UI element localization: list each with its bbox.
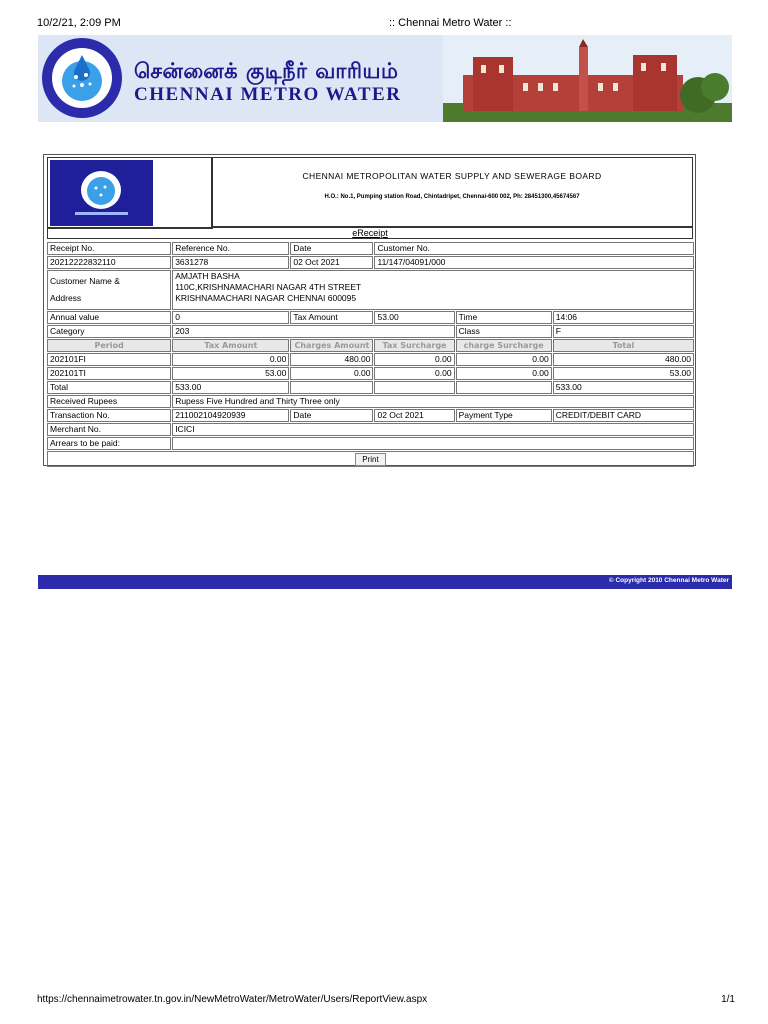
payment-type-value: CREDIT/DEBIT CARD — [553, 409, 694, 422]
details-header: charge Surcharge — [456, 339, 552, 352]
class-value: F — [553, 325, 694, 338]
date-value: 02 Oct 2021 — [290, 256, 373, 269]
customer-name-value: AMJATH BASHA — [175, 271, 240, 281]
time-value: 14:06 — [553, 311, 694, 324]
row-total-cell: 480.00 — [553, 353, 694, 366]
customer-name-address — [172, 270, 694, 310]
details-header: Period — [47, 339, 171, 352]
charge-surcharge-cell: 0.00 — [456, 367, 552, 380]
customer-name-label — [47, 270, 171, 310]
receipt-logo-icon — [50, 160, 153, 226]
period-cell: 202101TI — [47, 367, 171, 380]
details-header: Total — [553, 339, 694, 352]
charge-surcharge-cell: 0.00 — [456, 353, 552, 366]
class-label: Class — [456, 325, 552, 338]
received-rupees-label: Received Rupees — [47, 395, 171, 408]
received-rupees-value: Rupess Five Hundred and Thirty Three only — [172, 395, 694, 408]
annual-value: 0 — [172, 311, 289, 324]
print-page-number: 1/1 — [721, 994, 735, 1005]
annual-value-label: Annual value — [47, 311, 171, 324]
board-name: CHENNAI METROPOLITAN WATER SUPPLY AND SEWERAGE BOARD — [302, 171, 602, 181]
print-datetime: 10/2/21, 2:09 PM — [37, 17, 121, 29]
print-header — [37, 17, 737, 31]
address-line-2: KRISHNAMACHARI NAGAR CHENNAI 600095 — [175, 293, 357, 303]
banner-tamil-title: சென்னைக் குடிநீர் வாரியம் — [134, 59, 399, 83]
payment-type-label: Payment Type — [456, 409, 552, 422]
empty-cell — [374, 381, 454, 394]
transaction-date-label: Date — [290, 409, 373, 422]
merchant-no-label: Merchant No. — [47, 423, 171, 436]
details-header-row — [47, 339, 694, 352]
arrears-label: Arrears to be paid: — [47, 437, 171, 450]
receipt-no-value: 20212222832110 — [47, 256, 171, 269]
tax-surcharge-cell: 0.00 — [374, 353, 454, 366]
print-page-title: :: Chennai Metro Water :: — [389, 17, 512, 29]
site-banner — [38, 35, 732, 122]
customer-no-value: 11/147/04091/000 — [374, 256, 694, 269]
details-header: Tax Amount — [172, 339, 289, 352]
copyright-text: © Copyright 2010 Chennai Metro Water — [608, 577, 729, 584]
date-label: Date — [290, 242, 373, 255]
merchant-no-value: ICICI — [172, 423, 694, 436]
table-row — [47, 353, 694, 366]
details-header: Charges Amount — [290, 339, 373, 352]
receipt-panel — [43, 154, 696, 466]
reference-no-value: 3631278 — [172, 256, 289, 269]
charges-amount-cell: 480.00 — [290, 353, 373, 366]
customer-no-label: Customer No. — [374, 242, 694, 255]
receipt-logo-box — [47, 157, 213, 229]
address-line-1: 110C,KRISHNAMACHARI NAGAR 4TH STREET — [175, 282, 362, 292]
tax-amount-value: 53.00 — [374, 311, 454, 324]
arrears-value — [172, 437, 694, 450]
print-row — [47, 451, 694, 467]
tax-surcharge-cell: 0.00 — [374, 367, 454, 380]
details-header: Tax Surcharge — [374, 339, 454, 352]
row-total-cell: 53.00 — [553, 367, 694, 380]
print-button[interactable]: Print — [355, 453, 385, 466]
head-office-address: H.O.: No.1, Pumping station Road, Chintadripet, Chennai-600 002, Ph: 28451300,45674567 — [324, 194, 580, 200]
ereceipt-link-row — [47, 227, 693, 239]
total-value: 533.00 — [172, 381, 289, 394]
charges-amount-cell: 0.00 — [290, 367, 373, 380]
address-label-line: Address — [50, 293, 82, 303]
banner-english-title: CHENNAI METRO WATER — [134, 84, 402, 105]
transaction-no-value: 211002104920939 — [172, 409, 289, 422]
reference-no-label: Reference No. — [172, 242, 289, 255]
tax-amount-cell: 53.00 — [172, 367, 289, 380]
transaction-no-label: Transaction No. — [47, 409, 171, 422]
total-label: Total — [47, 381, 171, 394]
table-row — [47, 367, 694, 380]
receipt-no-label: Receipt No. — [47, 242, 171, 255]
tax-amount-cell: 0.00 — [172, 353, 289, 366]
category-value: 203 — [172, 325, 454, 338]
time-label: Time — [456, 311, 552, 324]
category-label: Category — [47, 325, 171, 338]
total-right-value: 533.00 — [553, 381, 694, 394]
footer-bar — [38, 575, 732, 589]
metro-water-logo-icon — [41, 37, 123, 119]
receipt-title-box — [211, 157, 693, 227]
customer-name-label-line: Customer Name & — [50, 276, 120, 286]
transaction-date-value: 02 Oct 2021 — [374, 409, 454, 422]
receipt-table — [46, 241, 695, 468]
empty-cell — [456, 381, 552, 394]
building-image — [443, 35, 732, 122]
period-cell: 202101FI — [47, 353, 171, 366]
print-url: https://chennaimetrowater.tn.gov.in/NewMetroWater/MetroWater/Users/ReportView.aspx — [37, 994, 428, 1005]
ereceipt-link[interactable]: eReceipt — [352, 228, 388, 238]
tax-amount-label: Tax Amount — [290, 311, 373, 324]
empty-cell — [290, 381, 373, 394]
